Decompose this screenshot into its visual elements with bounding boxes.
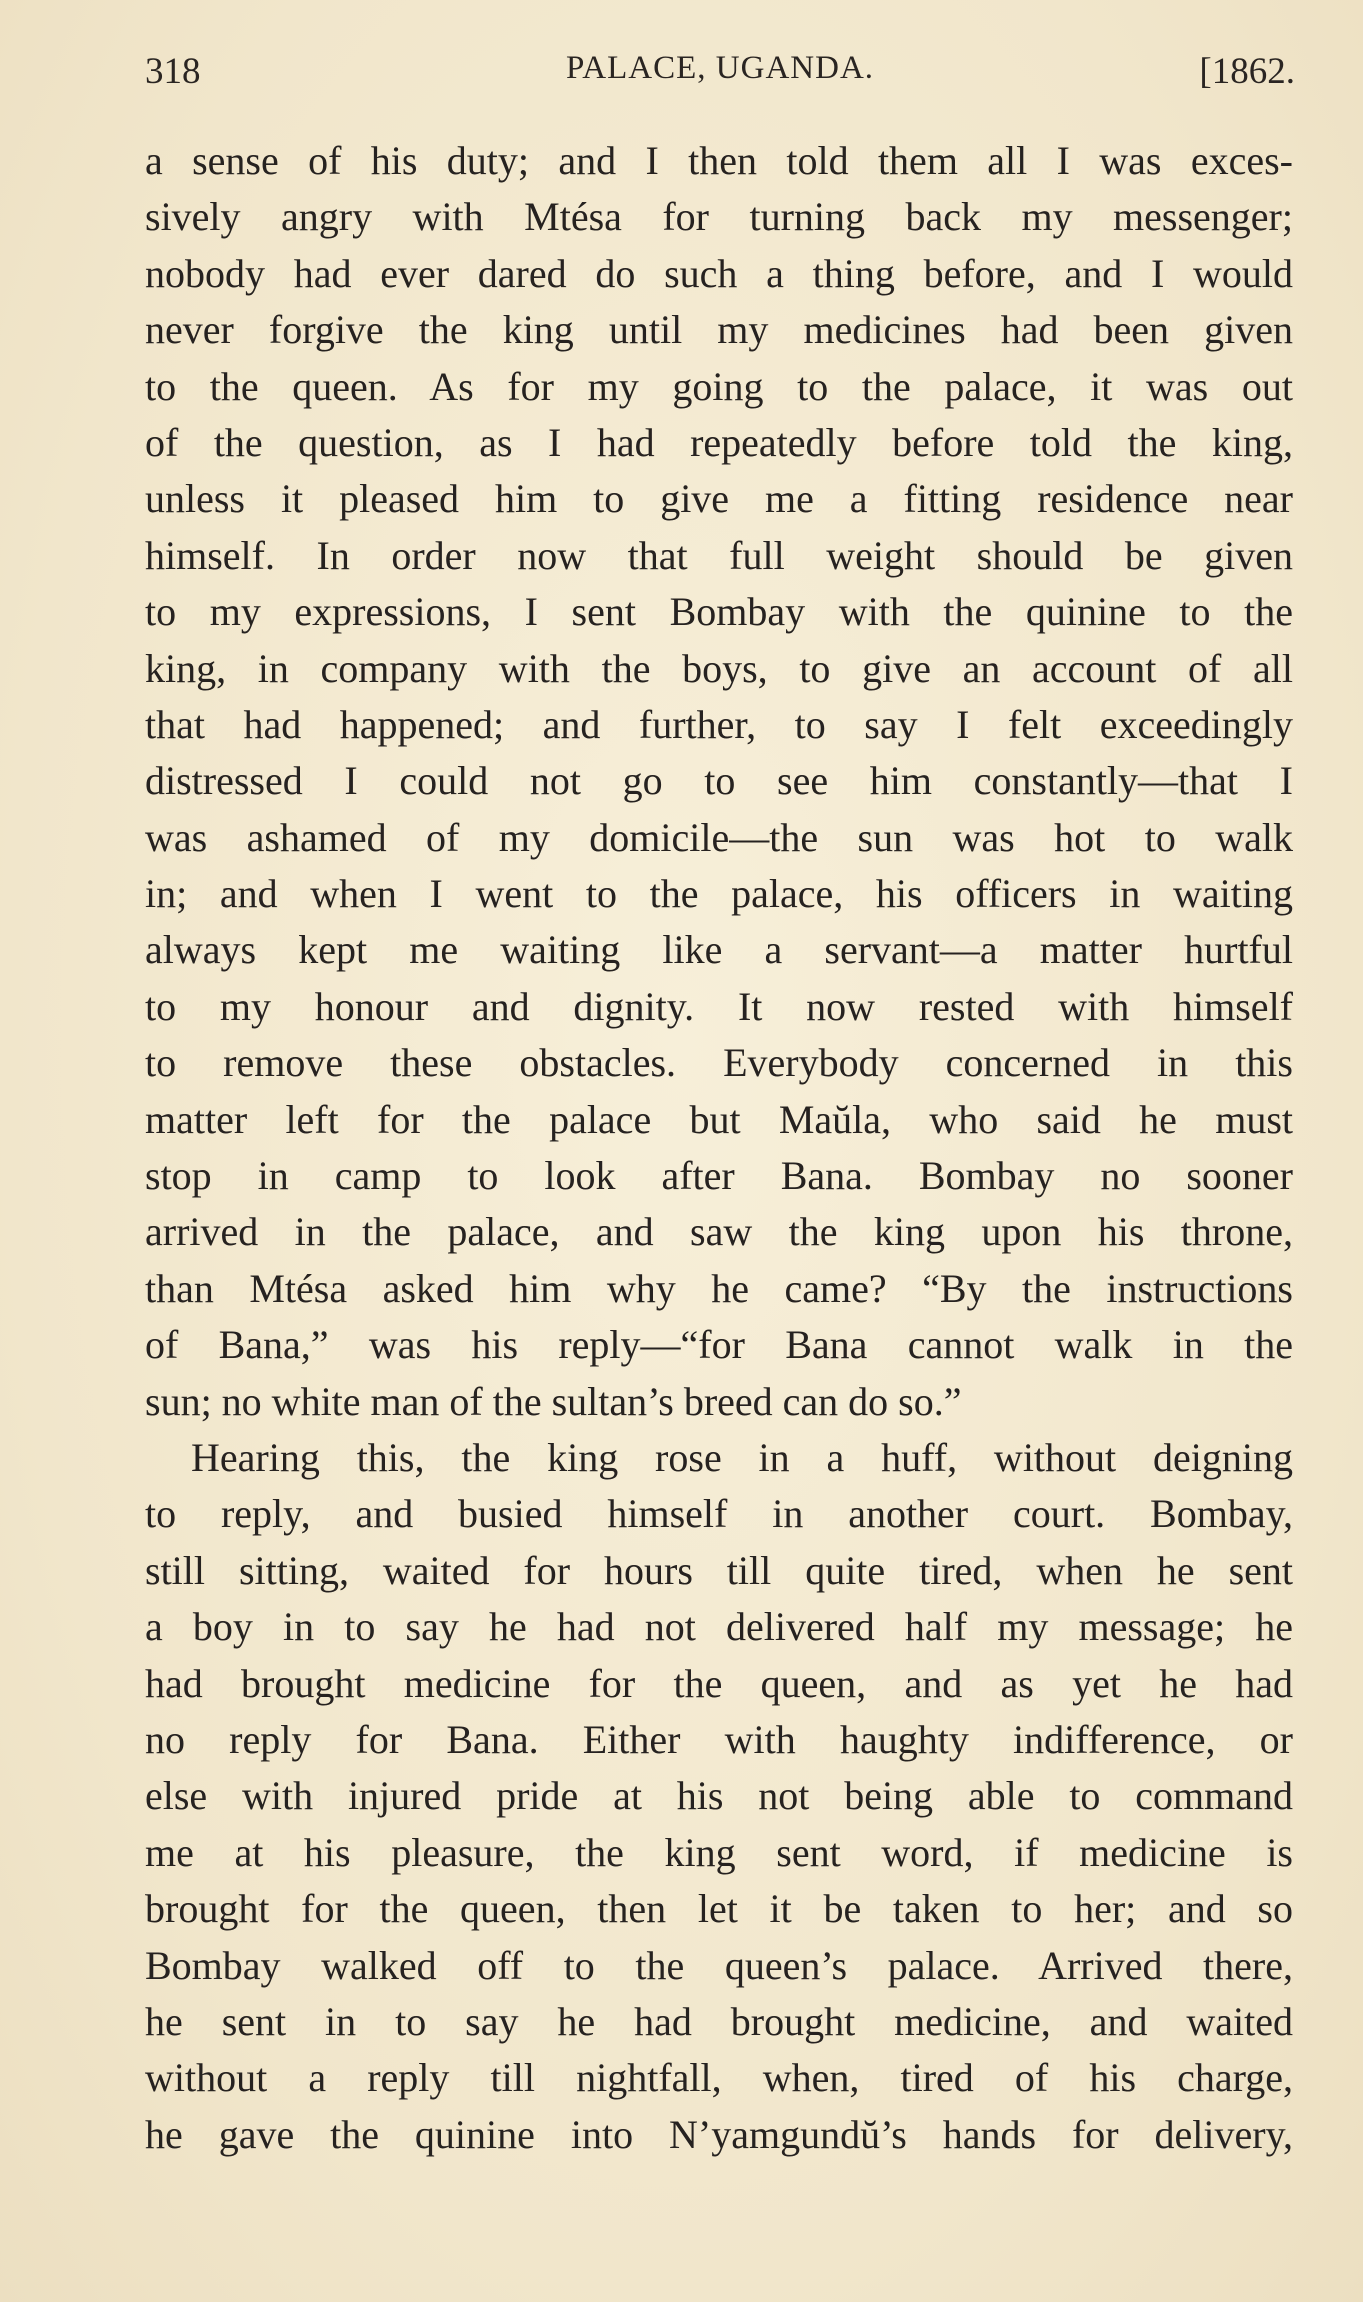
text-line: me at his pleasure, the king sent word, if medicine is (145, 1829, 1293, 1875)
text-line: to remove these obstacles. Everybody concerned in this (145, 1040, 1293, 1086)
text-line: stop in camp to look after Bana. Bombay no sooner (145, 1153, 1293, 1199)
text-line: of the question, as I had repeatedly before told the king, (145, 419, 1293, 465)
text-line: no reply for Bana. Either with haughty indifference, or (145, 1716, 1293, 1762)
page-header (145, 50, 1295, 110)
text-line: a boy in to say he had not delivered half my message; he (145, 1604, 1293, 1650)
paragraph-start-line: Hearing this, the king rose in a huff, without deigning (191, 1434, 1293, 1480)
text-line: than Mtésa asked him why he came? “By the instructions (145, 1265, 1293, 1311)
text-line: to my honour and dignity. It now rested with himself (145, 983, 1293, 1029)
text-line: to my expressions, I sent Bombay with the quinine to the (145, 589, 1293, 635)
text-line: sively angry with Mtésa for turning back my messenger; (145, 194, 1293, 240)
text-line: nobody had ever dared do such a thing before, and I would (145, 250, 1293, 296)
text-line: king, in company with the boys, to give an account of all (145, 645, 1293, 691)
text-line: was ashamed of my domicile—the sun was hot to walk (145, 814, 1293, 860)
running-title: PALACE, UGANDA. (565, 50, 875, 86)
text-line: himself. In order now that full weight should be given (145, 532, 1293, 578)
text-line: he sent in to say he had brought medicine, and waited (145, 1998, 1293, 2044)
text-line: always kept me waiting like a servant—a matter hurtful (145, 927, 1293, 973)
text-line: in; and when I went to the palace, his officers in waiting (145, 871, 1293, 917)
text-line: arrived in the palace, and saw the king upon his throne, (145, 1209, 1293, 1255)
text-line: of Bana,” was his reply—“for Bana cannot walk in the (145, 1322, 1293, 1368)
body-text (145, 133, 1293, 2163)
page-number: 318 (145, 51, 201, 92)
header-year: [1862. (1199, 51, 1295, 92)
text-line: Bombay walked off to the queen’s palace. Arrived there, (145, 1942, 1293, 1988)
text-line: still sitting, waited for hours till quite tired, when he sent (145, 1547, 1293, 1593)
text-line: to the queen. As for my going to the palace, it was out (145, 363, 1293, 409)
text-line: never forgive the king until my medicines had been given (145, 307, 1293, 353)
text-line: brought for the queen, then let it be taken to her; and so (145, 1886, 1293, 1932)
text-line: matter left for the palace but Maŭla, who said he must (145, 1096, 1293, 1142)
text-line: without a reply till nightfall, when, tired of his charge, (145, 2055, 1293, 2101)
text-line: to reply, and busied himself in another court. Bombay, (145, 1491, 1293, 1537)
text-line: had brought medicine for the queen, and as yet he had (145, 1660, 1293, 1706)
text-line: he gave the quinine into N’yamgundŭ’s hands for delivery, (145, 2111, 1293, 2157)
paragraph-end-line: sun; no white man of the sultan’s breed can do so.” (145, 1378, 962, 1424)
text-line: that had happened; and further, to say I felt exceedingly (145, 701, 1293, 747)
text-line: distressed I could not go to see him constantly—that I (145, 758, 1293, 804)
text-line: else with injured pride at his not being able to command (145, 1773, 1293, 1819)
text-line: a sense of his duty; and I then told them all I was exces- (145, 138, 1293, 183)
text-line: unless it pleased him to give me a fitting residence near (145, 476, 1293, 522)
